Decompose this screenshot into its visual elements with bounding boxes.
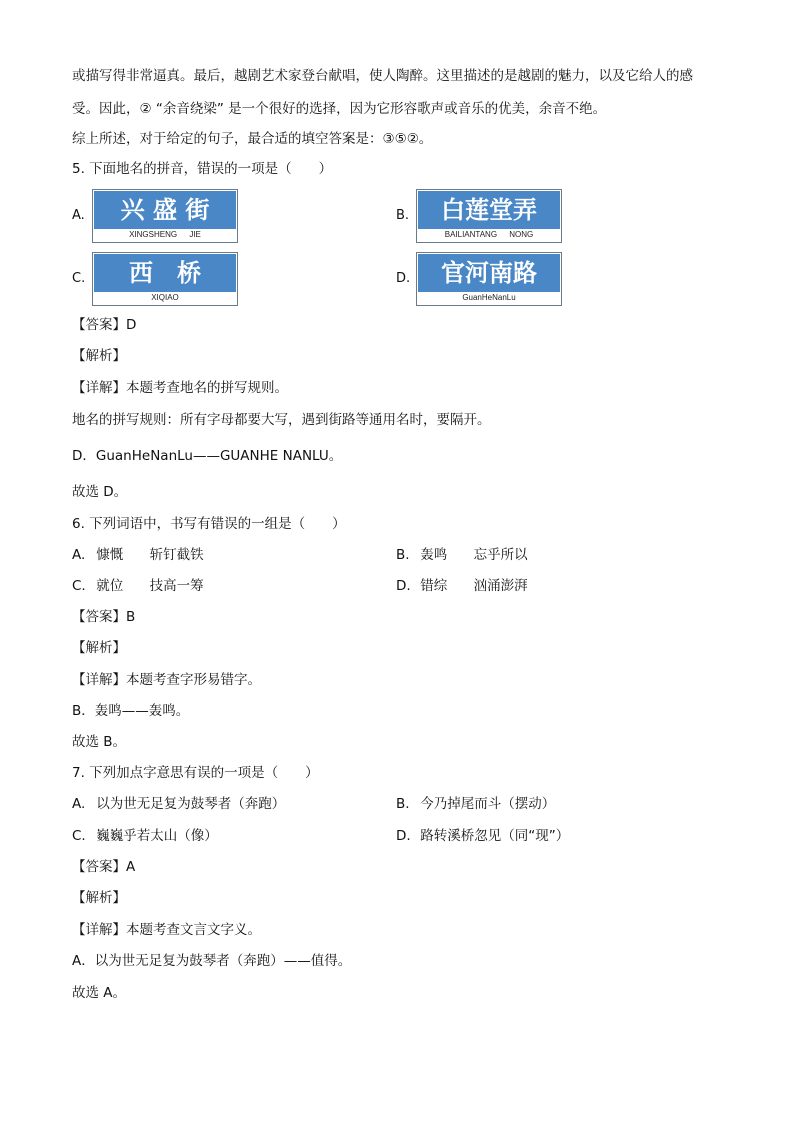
- q5-option-a-pinyin: XINGSHENG JIE: [129, 230, 201, 239]
- q5-option-d-chars: 官河南路: [418, 254, 560, 292]
- q7-option-a-text: 以为世无足复为鼓琴者（奔跑）: [96, 796, 286, 812]
- q5-option-d-label: D.: [396, 271, 411, 286]
- q7-option-d-text: 路转溪桥忽见（同“现”）: [420, 828, 570, 844]
- q6-option-c-word2: 技高一筹: [149, 578, 204, 594]
- q7-option-b-label: B.: [396, 796, 410, 812]
- q5-option-a-label: A.: [72, 208, 85, 223]
- q6-conclusion: 故选 B。: [72, 734, 127, 750]
- q6-option-d: [396, 576, 528, 596]
- q7-option-a-label: A.: [72, 796, 86, 812]
- q6-option-d-label: D.: [396, 578, 411, 594]
- q5-correction: D．GuanHeNanLu——GUANHE NANLU。: [72, 448, 343, 464]
- q5-option-c-pinyin: XIQIAO: [151, 293, 179, 302]
- q6-option-a-label: A.: [72, 547, 86, 563]
- q5-option-b-pinyin: BAILIANTANG NONG: [444, 230, 534, 239]
- q7-correction: A．以为世无足复为鼓琴者（奔跑）——值得。: [72, 953, 352, 969]
- q5-option-a-sign: [92, 189, 238, 243]
- q5-option-d-pinyin: GuanHeNanLu: [462, 293, 516, 302]
- q6-option-c-word1: 就位: [96, 578, 124, 594]
- q7-conclusion: 故选 A。: [72, 985, 127, 1001]
- intro-line-1: 或描写得非常逼真。最后，越剧艺术家登台献唱，使人陶醉。这里描述的是越剧的魅力，以及它给人的感: [72, 68, 693, 84]
- q5-option-a-chars: 兴 盛 街: [94, 191, 236, 229]
- q5-option-d-sign: [416, 252, 562, 306]
- q6-option-b-word1: 轰鸣: [420, 547, 448, 563]
- q6-option-b: [396, 545, 528, 565]
- q6-stem: 6. 下列词语中，书写有错误的一组是（ ）: [72, 516, 346, 532]
- q7-detail: 【详解】本题考查文言文字义。: [72, 922, 261, 938]
- q6-option-d-word2: 汹涌澎湃: [473, 578, 528, 594]
- q6-option-b-label: B.: [396, 547, 410, 563]
- q7-option-c-label: C.: [72, 828, 86, 844]
- intro-line-3: 综上所述，对于给定的句子，最合适的填空答案是：③⑤②。: [72, 131, 433, 147]
- q6-option-a-word1: 慷慨: [96, 547, 124, 563]
- q7-answer: 【答案】A: [72, 859, 136, 875]
- q6-option-b-word2: 忘乎所以: [473, 547, 528, 563]
- q7-option-b-text: 今乃掉尾而斗（摆动）: [420, 796, 556, 812]
- q5-detail: 【详解】本题考查地名的拼写规则。: [72, 380, 288, 396]
- q7-option-d-label: D.: [396, 828, 411, 844]
- q5-option-b-sign: [416, 189, 562, 243]
- q6-option-c-label: C.: [72, 578, 86, 594]
- q5-analysis: 【解析】: [72, 348, 126, 364]
- q5-option-c-chars: 西 桥: [94, 254, 236, 292]
- q7-option-a: [72, 794, 285, 814]
- q7-analysis: 【解析】: [72, 890, 126, 906]
- q5-option-b-label: B.: [396, 208, 410, 223]
- q6-option-a-word2: 斩钉截铁: [149, 547, 204, 563]
- q7-option-b: [396, 794, 555, 814]
- q7-option-c: [72, 826, 218, 846]
- q5-option-b-chars: 白莲堂弄: [418, 191, 560, 229]
- q5-answer: 【答案】D: [72, 317, 137, 333]
- q5-stem: 5. 下面地名的拼音，错误的一项是（ ）: [72, 161, 333, 177]
- q6-option-a: [72, 545, 204, 565]
- q7-option-c-text: 巍巍乎若太山（像）: [96, 828, 218, 844]
- q6-answer: 【答案】B: [72, 609, 136, 625]
- q5-option-c-label: C.: [72, 271, 86, 286]
- intro-line-2: 受。因此，② “余音绕梁” 是一个很好的选择，因为它形容歌声或音乐的优美，余音不绝。: [72, 101, 607, 117]
- q6-option-d-word1: 错综: [420, 578, 448, 594]
- q6-detail: 【详解】本题考查字形易错字。: [72, 672, 261, 688]
- q7-option-d: [396, 826, 569, 846]
- q6-analysis: 【解析】: [72, 640, 126, 656]
- q5-rule: 地名的拼写规则：所有字母都要大写，遇到街路等通用名时，要隔开。: [72, 412, 491, 428]
- q6-option-c: [72, 576, 204, 596]
- q6-correction: B．轰鸣——轰鸣。: [72, 703, 190, 719]
- q5-conclusion: 故选 D。: [72, 484, 128, 500]
- q7-stem: 7. 下列加点字意思有误的一项是（ ）: [72, 765, 319, 781]
- q5-option-c-sign: [92, 252, 238, 306]
